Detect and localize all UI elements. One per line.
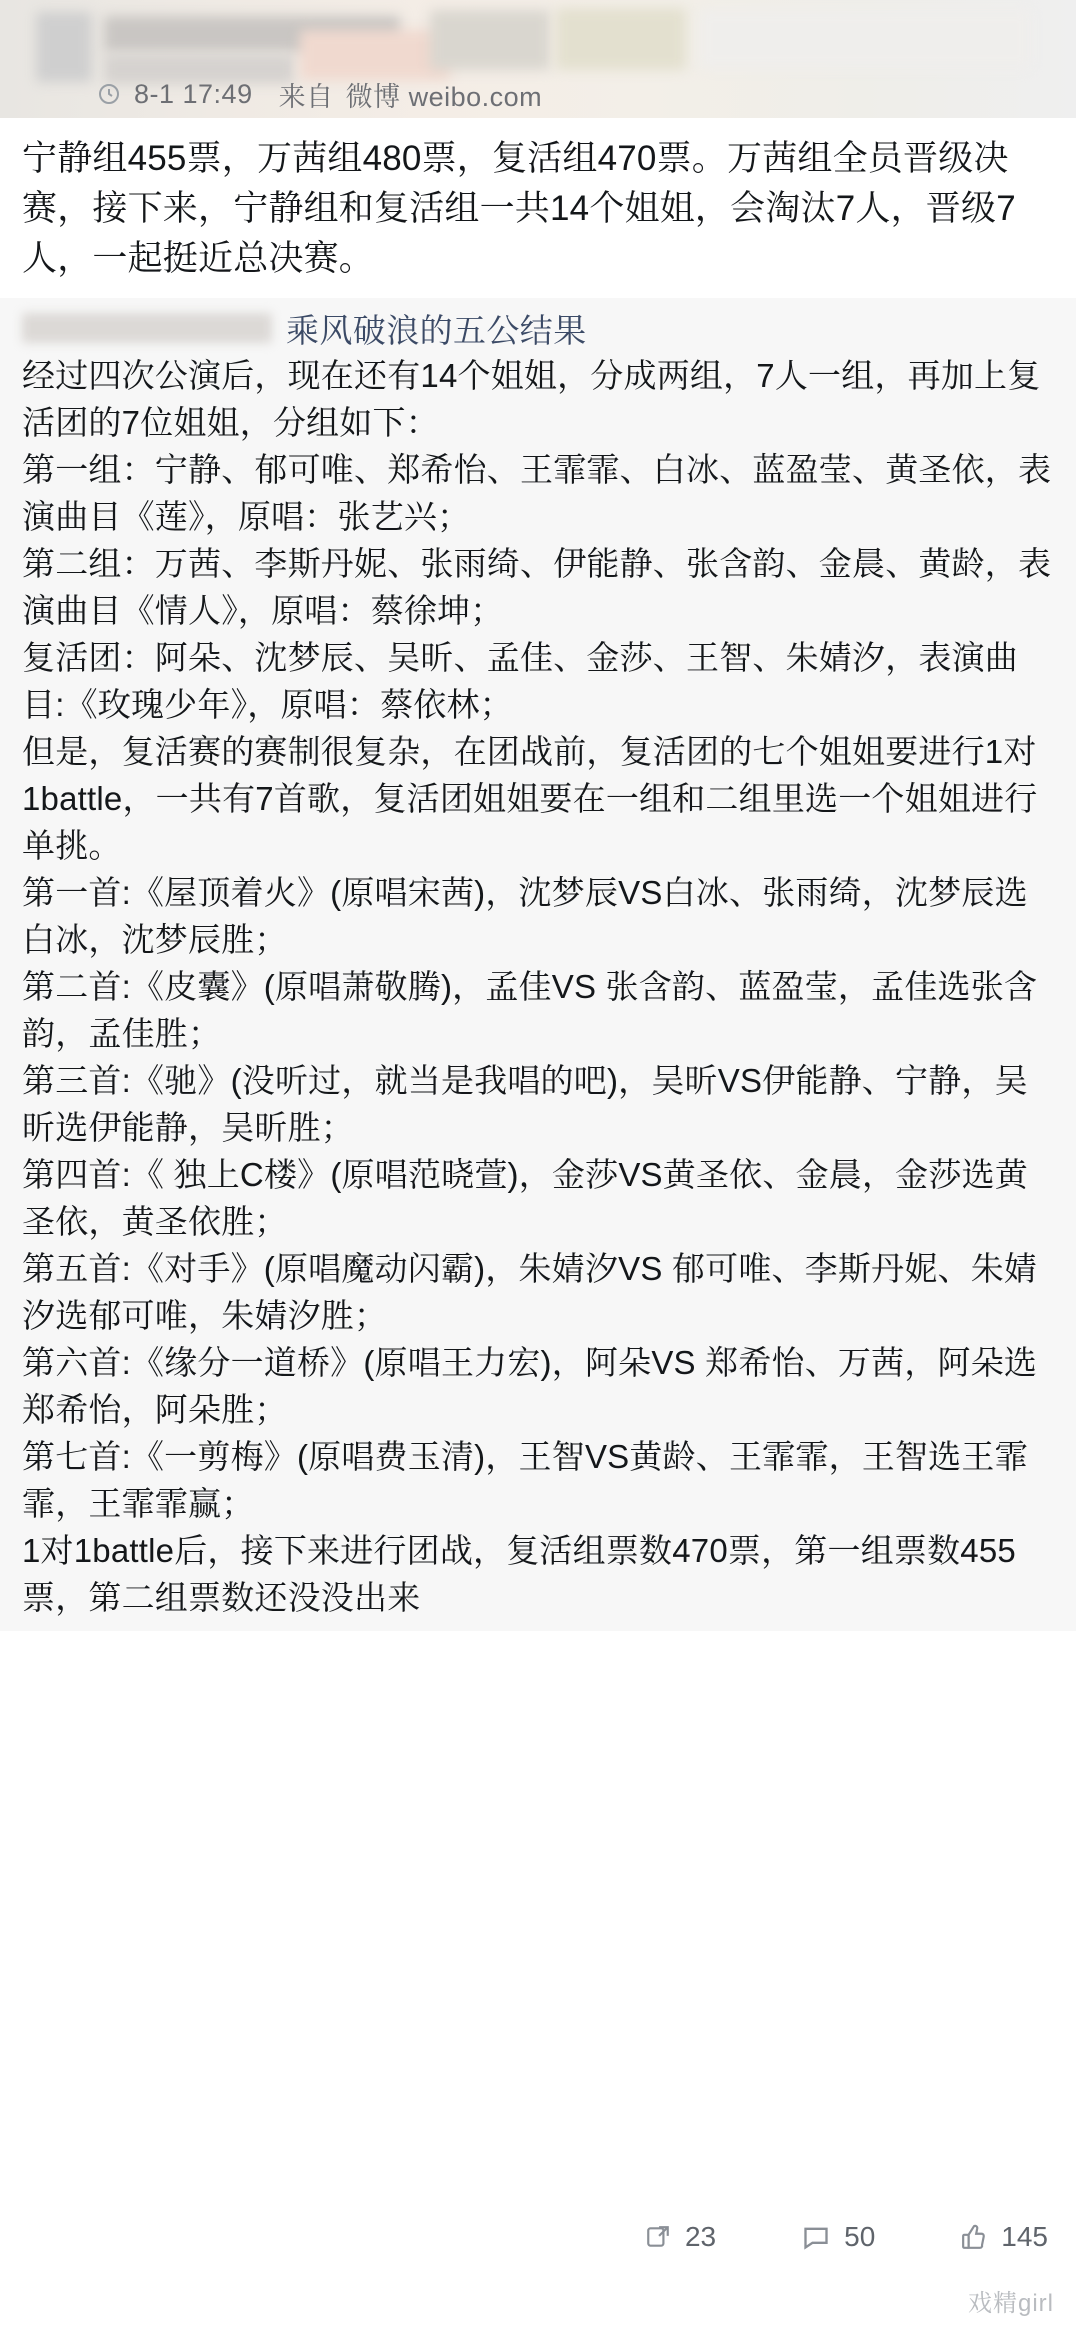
- comment-count: 50: [844, 2221, 876, 2252]
- quoted-body: [0, 352, 1076, 1621]
- clock-icon: [96, 81, 122, 107]
- quoted-paragraph: 第一组：宁静、郁可唯、郑希怡、王霏霏、白冰、蓝盈莹、黄圣依，表演曲目《莲》，原唱：张艺兴；: [22, 451, 1052, 535]
- post-header: [0, 0, 1076, 118]
- quoted-paragraph: 第三首:《驰》(没听过，就当是我唱的吧)，吴昕VS伊能静、宁静，吴昕选伊能静，吴昕胜；: [22, 1062, 1028, 1146]
- quoted-paragraph: 但是，复活赛的赛制很复杂，在团战前，复活团的七个姐姐要进行1对1battle，一共有7首歌，复活团姐姐要在一组和二组里选一个姐姐进行单挑。: [22, 733, 1038, 864]
- quoted-paragraph: 1对1battle后，接下来进行团战，复活组票数470票，第一组票数455票，第二组票数还没没出来: [22, 1532, 1016, 1616]
- repost-icon: [645, 2224, 671, 2250]
- action-bar: [0, 2206, 1076, 2268]
- quoted-paragraph: 第二首:《皮囊》(原唱萧敬腾)，孟佳VS 张含韵、蓝盈莹，孟佳选张含韵，孟佳胜；: [22, 968, 1038, 1052]
- quoted-paragraph: 第六首:《缘分一道桥》(原唱王力宏)，阿朵VS 郑希怡、万茜，阿朵选郑希怡，阿朵胜；: [22, 1344, 1038, 1428]
- tag-blurred-2: [556, 8, 686, 70]
- post-source-link[interactable]: 微博 weibo.com: [345, 81, 543, 112]
- quoted-paragraph: 第二组：万茜、李斯丹妮、张雨绮、伊能静、张含韵、金晨、黄龄，表演曲目《情人》，原唱：蔡徐坤；: [22, 545, 1052, 629]
- like-icon: [961, 2224, 987, 2250]
- quoted-user-blurred[interactable]: [22, 313, 272, 343]
- post-from-label: 来自: [278, 81, 334, 112]
- like-count: 145: [1001, 2221, 1048, 2252]
- like-button[interactable]: [961, 2221, 1048, 2253]
- post-meta-row: [0, 70, 1076, 118]
- quoted-paragraph: 第五首:《对手》(原唱魔动闪霸)，朱婧汐VS 郁可唯、李斯丹妮、朱婧汐选郁可唯，朱婧汐胜；: [22, 1250, 1038, 1334]
- post-lead-text: 宁静组455票，万茜组480票，复活组470票。万茜组全员晋级决赛，接下来，宁静组和复活组一共14个姐姐，会淘汰7人，晋级7人，一起挺近总决赛。: [22, 139, 1016, 278]
- comment-icon: [802, 2224, 830, 2250]
- quoted-post: [0, 298, 1076, 1631]
- repost-count: 23: [684, 2221, 717, 2252]
- quoted-title-row: [0, 304, 1076, 352]
- quoted-paragraph: 复活团：阿朵、沈梦辰、吴昕、孟佳、金莎、王智、朱婧汐，表演曲目:《玫瑰少年》，原唱：蔡依林；: [22, 639, 1018, 723]
- quoted-paragraph: 第四首:《 独上C楼》(原唱范晓萱)，金莎VS黄圣依、金晨，金莎选黄圣依，黄圣依胜；: [22, 1156, 1028, 1240]
- tag-blurred-1: [430, 10, 550, 70]
- post-time: 8-1 17:49: [134, 78, 253, 109]
- repost-button[interactable]: [645, 2221, 716, 2253]
- header-right-blurred: [700, 10, 1030, 68]
- watermark: 戏精girl: [967, 2290, 1054, 2317]
- comment-button[interactable]: [802, 2221, 875, 2253]
- quoted-title[interactable]: 乘风破浪的五公结果: [286, 311, 587, 349]
- quoted-paragraph: 经过四次公演后，现在还有14个姐姐，分成两组，7人一组，再加上复活团的7位姐姐，分组如下：: [22, 357, 1041, 441]
- quoted-paragraph: 第一首:《屋顶着火》(原唱宋茜)，沈梦辰VS白冰、张雨绮，沈梦辰选白冰，沈梦辰胜；: [22, 874, 1028, 958]
- post-body: [0, 118, 1076, 298]
- quoted-paragraph: 第七首:《一剪梅》(原唱费玉清)，王智VS黄龄、王霏霏，王智选王霏霏，王霏霏赢；: [22, 1438, 1028, 1522]
